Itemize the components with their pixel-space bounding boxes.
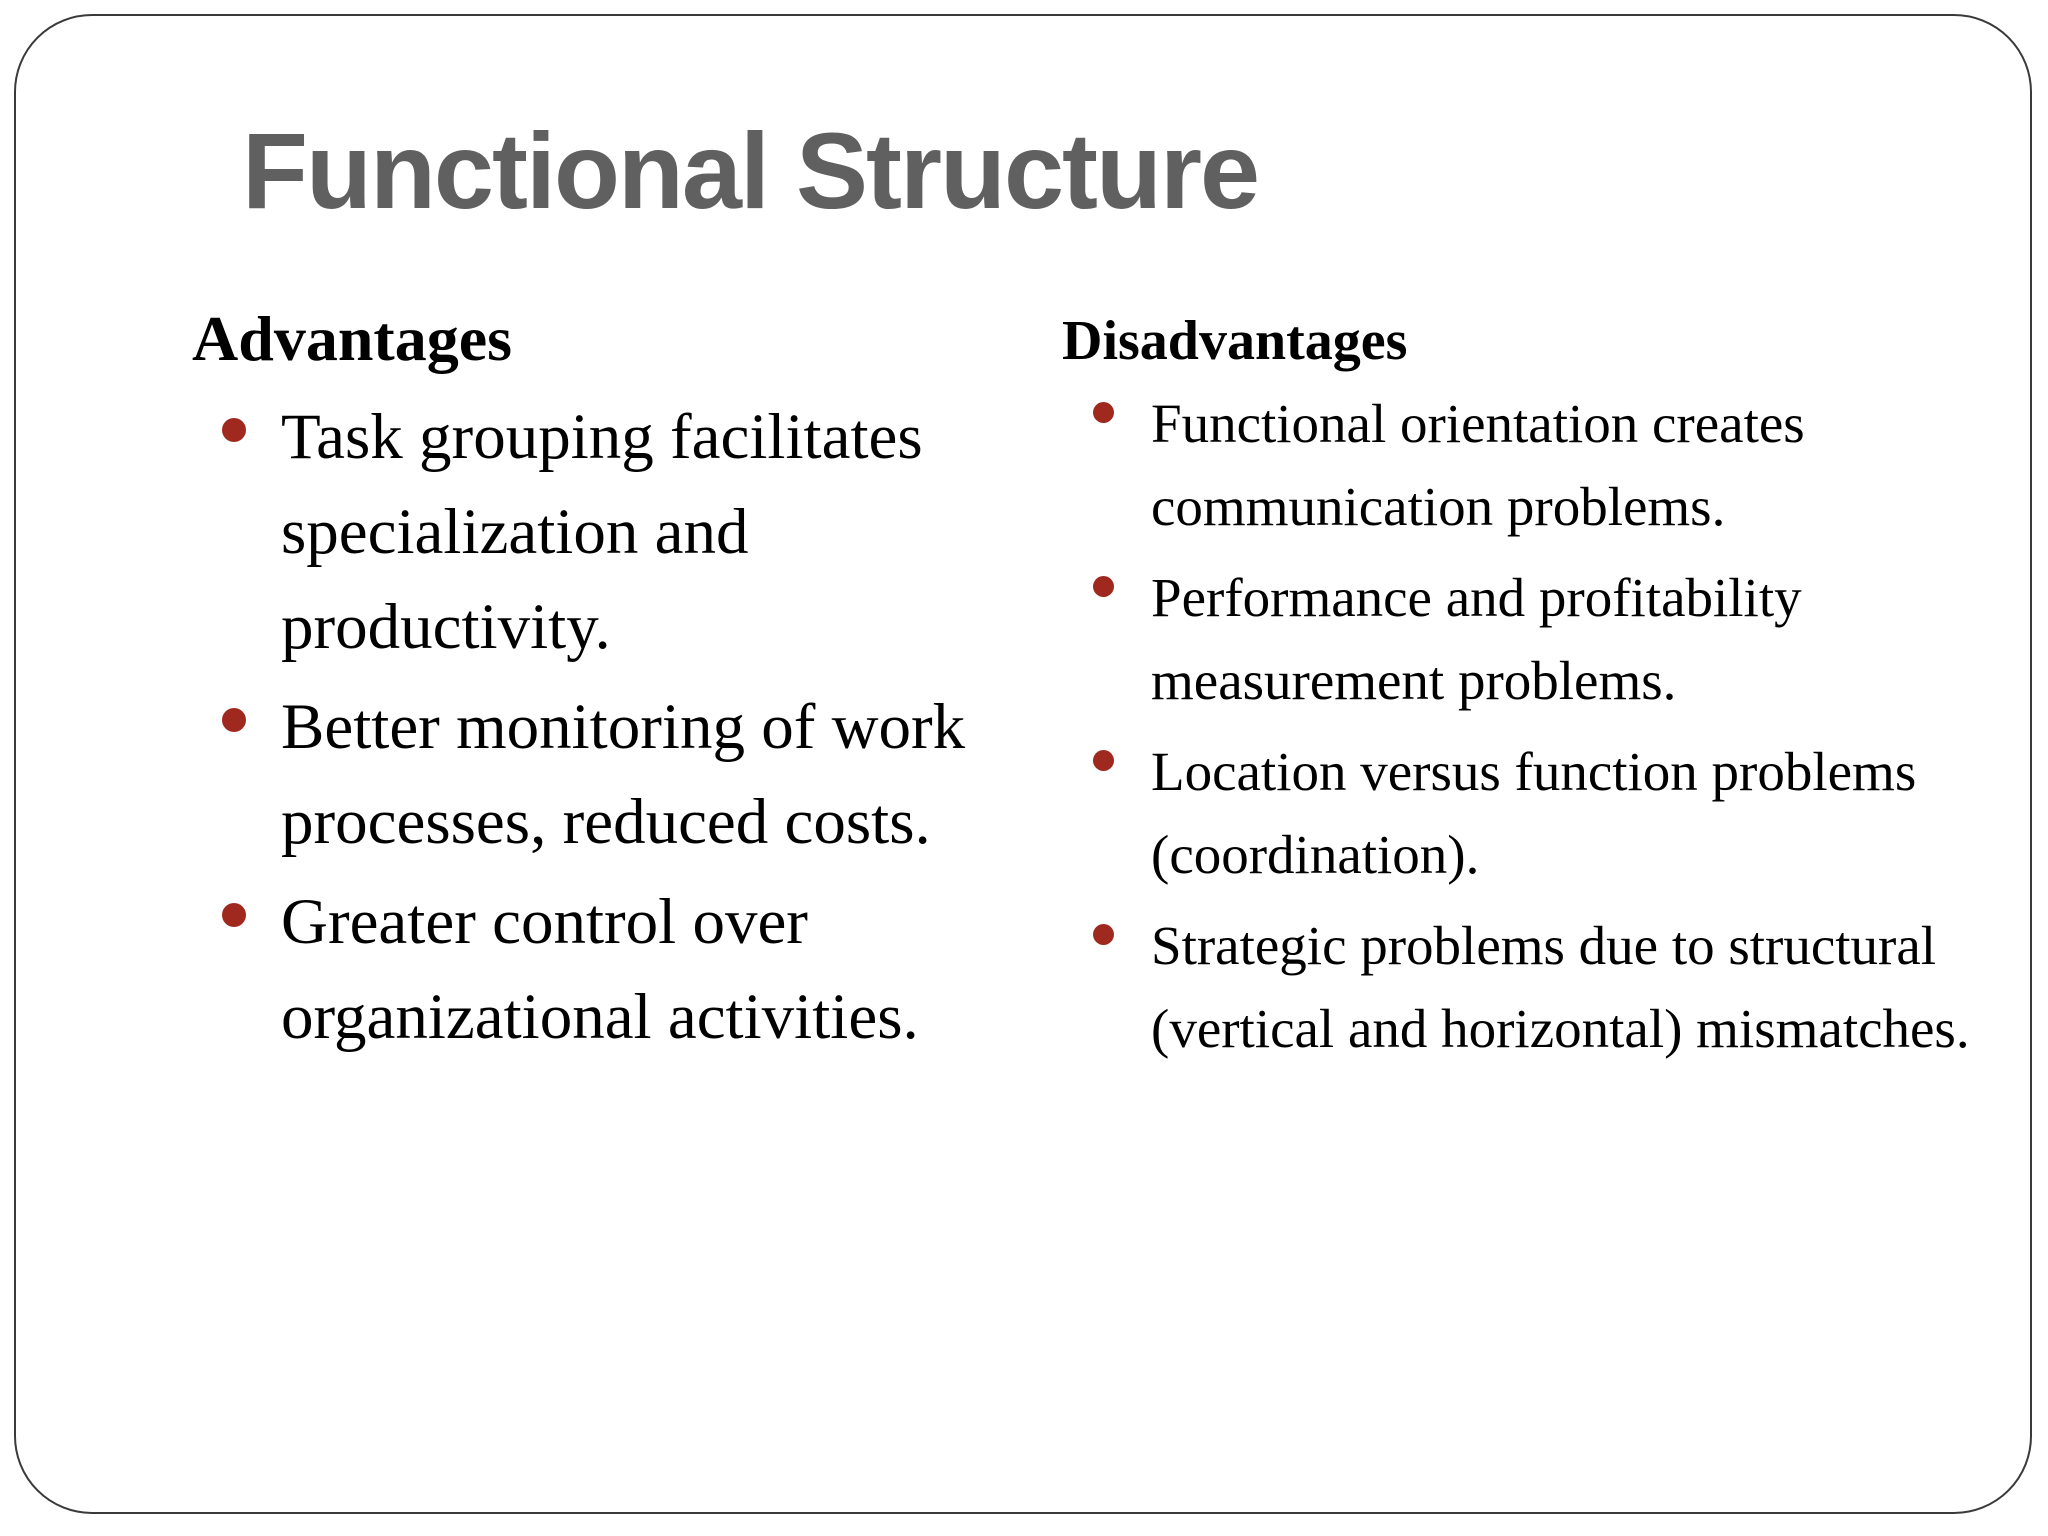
list-item-text: Functional orientation creates communication problems.	[1151, 393, 1805, 537]
bullet-dot-icon	[222, 903, 246, 927]
disadvantages-heading: Disadvantages	[1062, 310, 1408, 372]
slide-title: Functional Structure	[242, 110, 1259, 231]
advantages-heading: Advantages	[192, 303, 513, 374]
list-item-text: Performance and profitability measurement problems.	[1151, 567, 1802, 711]
advantages-list	[192, 390, 992, 1065]
bullet-dot-icon	[222, 708, 246, 732]
list-item-text: Greater control over organizational activities.	[281, 886, 919, 1053]
list-item	[1062, 904, 2002, 1070]
list-item-text: Better monitoring of work processes, reduced costs.	[281, 691, 966, 858]
list-item	[192, 680, 992, 870]
list-item	[1062, 382, 2002, 548]
bullet-dot-icon	[1093, 924, 1114, 945]
bullet-dot-icon	[222, 418, 246, 442]
bullet-dot-icon	[1093, 402, 1114, 423]
list-item	[192, 875, 992, 1065]
advantages-column	[192, 298, 992, 1070]
list-item	[192, 390, 992, 675]
list-item-text: Task grouping facilitates specialization and productivity.	[281, 401, 923, 663]
slide-frame	[14, 14, 2032, 1514]
disadvantages-column	[1062, 304, 2002, 1078]
list-item	[1062, 730, 2002, 896]
bullet-dot-icon	[1093, 576, 1114, 597]
disadvantages-list	[1062, 382, 2002, 1070]
list-item-text: Location versus function problems (coordination).	[1151, 741, 1917, 885]
bullet-dot-icon	[1093, 750, 1114, 771]
list-item-text: Strategic problems due to structural (vertical and horizontal) mismatches.	[1151, 915, 1970, 1059]
list-item	[1062, 556, 2002, 722]
